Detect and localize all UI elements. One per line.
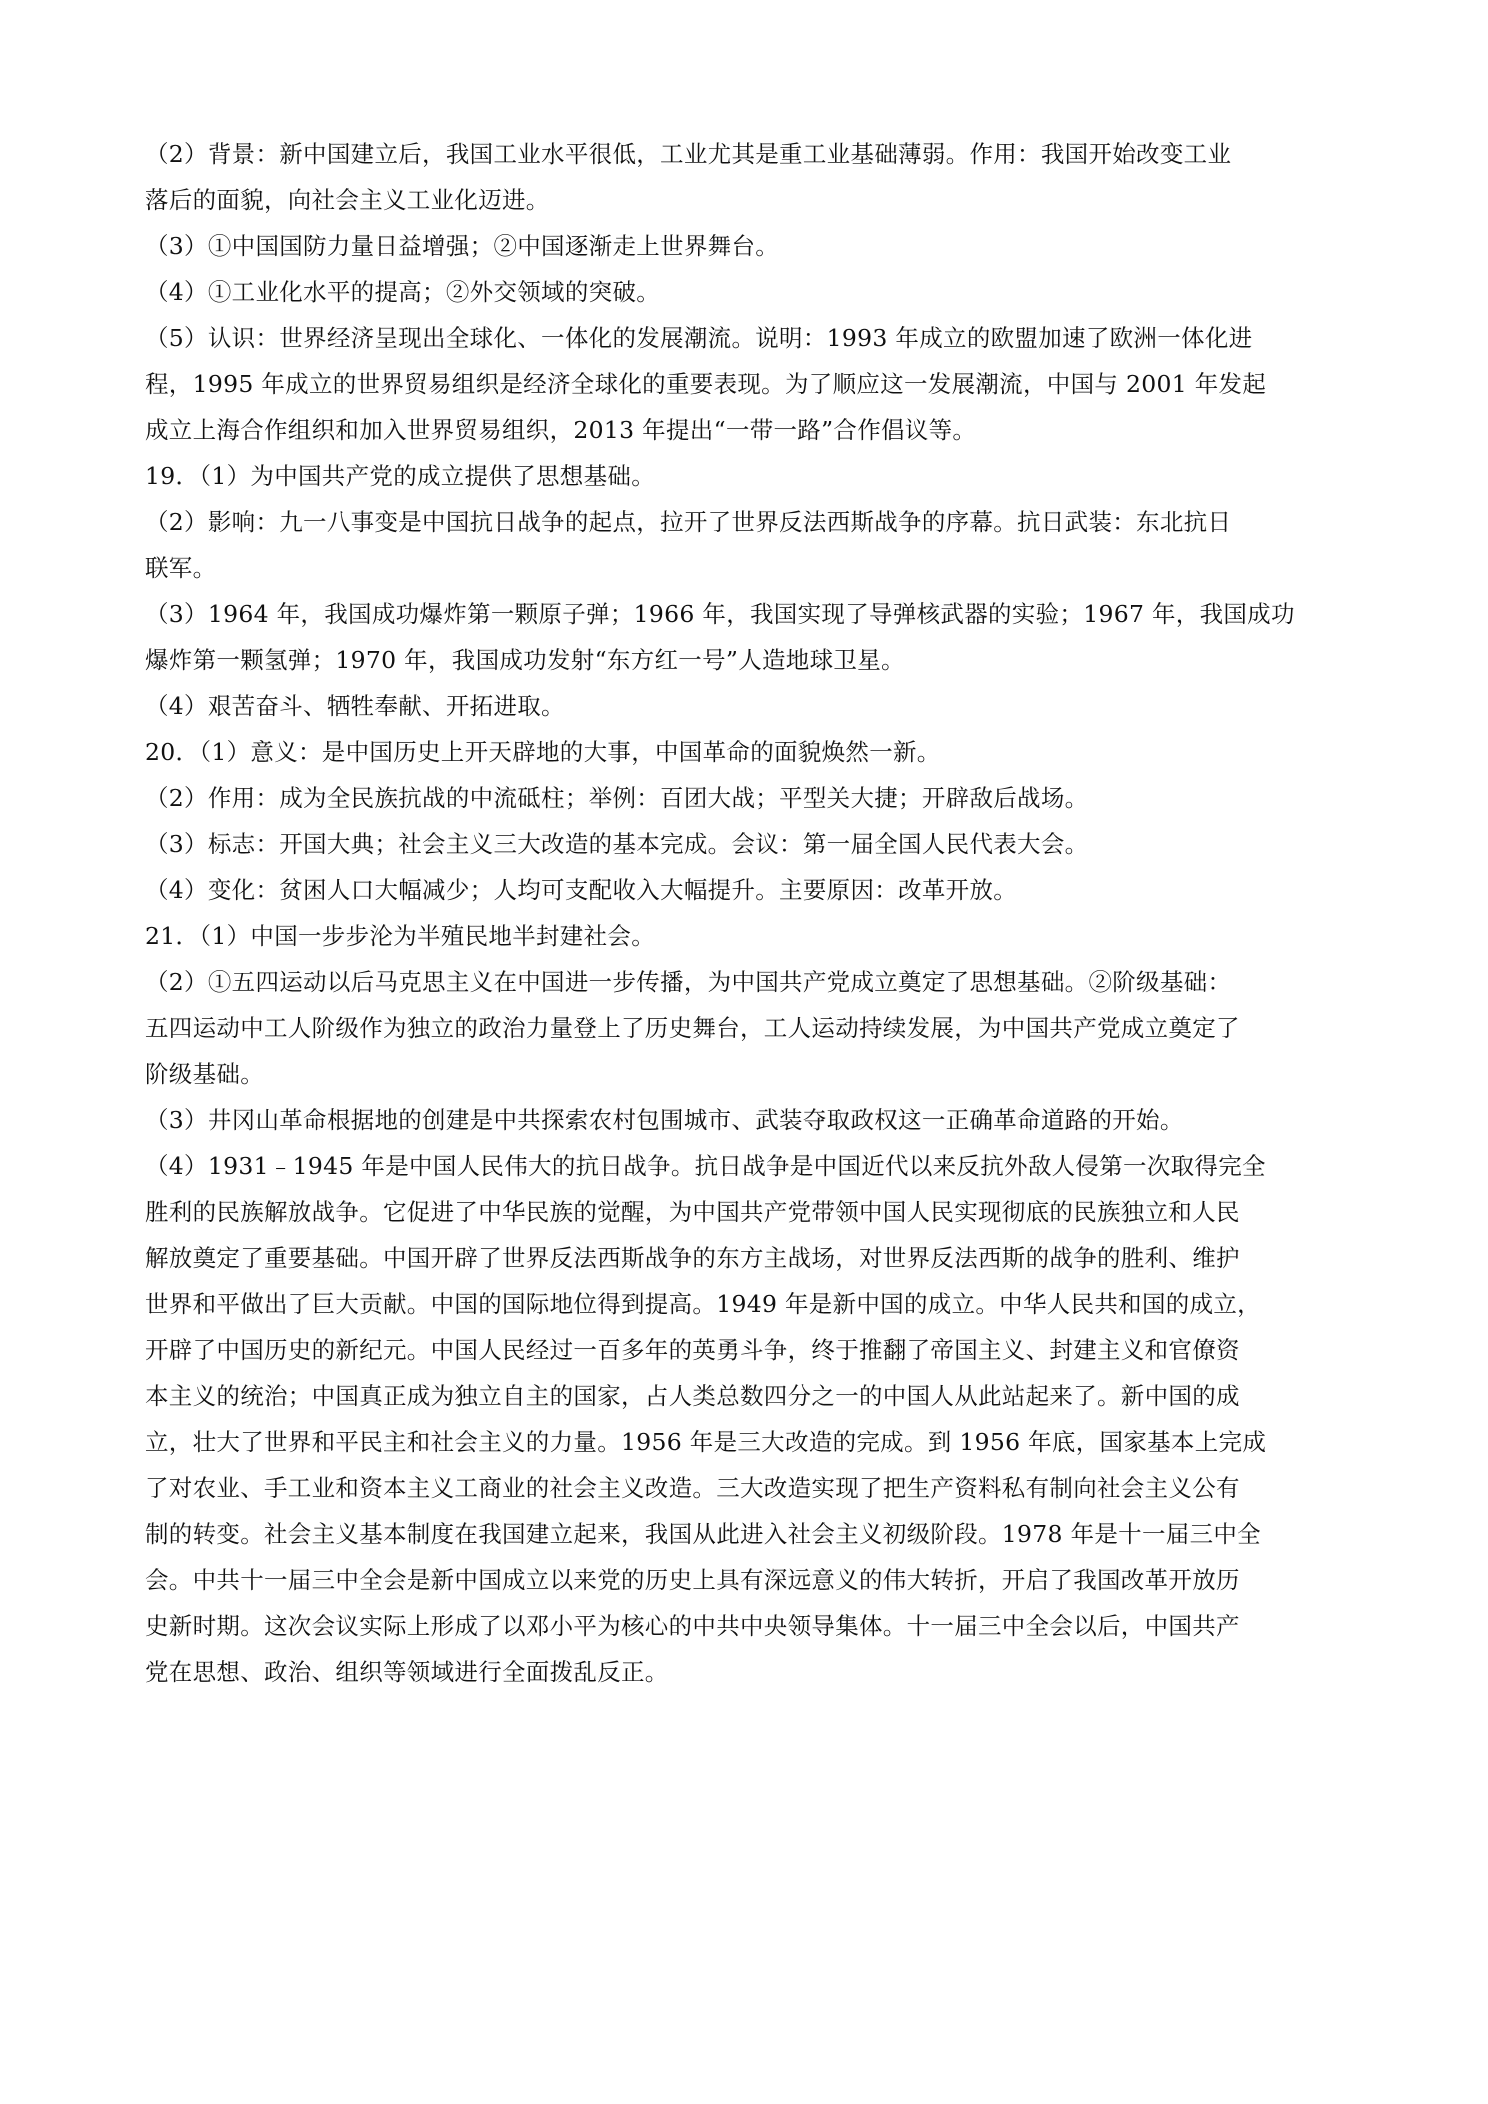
text-line: 联军。 [145,554,217,582]
text-line: 爆炸第一颗氢弹；1970 年，我国成功发射“东方红一号”人造地球卫星。 [145,646,905,674]
text-line: （4）艰苦奋斗、牺牲奉献、开拓进取。 [145,692,565,720]
question-19-line: 19．（1）为中国共产党的成立提供了思想基础。 [145,462,656,490]
text-line: 了对农业、手工业和资本主义工商业的社会主义改造。三大改造实现了把生产资料私有制向社会主义公有 [145,1474,1240,1502]
text-line: 立，壮大了世界和平民主和社会主义的力量。1956 年是三大改造的完成。到 1956 年底，国家基本上完成 [145,1428,1267,1456]
text-line: 五四运动中工人阶级作为独立的政治力量登上了历史舞台，工人运动持续发展，为中国共产党成立奠定了 [145,1014,1240,1042]
text-line: 本主义的统治；中国真正成为独立自主的国家，占人类总数四分之一的中国人从此站起来了。新中国的成 [145,1382,1240,1410]
text-line: （2）背景：新中国建立后，我国工业水平很低，工业尤其是重工业基础薄弱。作用：我国开始改变工业 [145,140,1232,168]
text-line: （3）标志：开国大典；社会主义三大改造的基本完成。会议：第一届全国人民代表大会。 [145,830,1089,858]
text-line: （5）认识：世界经济呈现出全球化、一体化的发展潮流。说明：1993 年成立的欧盟加速了欧洲一体化进 [145,324,1253,352]
text-line: （3）井冈山革命根据地的创建是中共探索农村包围城市、武装夺取政权这一正确革命道路的开始。 [145,1106,1184,1134]
text-line: 胜利的民族解放战争。它促进了中华民族的觉醒，为中国共产党带领中国人民实现彻底的民族独立和人民 [145,1198,1240,1226]
text-line: （4）变化：贫困人口大幅减少；人均可支配收入大幅提升。主要原因：改革开放。 [145,876,1018,904]
text-line: （3）1964 年，我国成功爆炸第一颗原子弹；1966 年，我国实现了导弹核武器的实验；1967 年，我国成功 [145,600,1295,628]
text-line: 开辟了中国历史的新纪元。中国人民经过一百多年的英勇斗争，终于推翻了帝国主义、封建主义和官僚资 [145,1336,1240,1364]
text-line: （2）①五四运动以后马克思主义在中国进一步传播，为中国共产党成立奠定了思想基础。②阶级基础： [145,968,1232,996]
text-line: （4）1931﹣1945 年是中国人民伟大的抗日战争。抗日战争是中国近代以来反抗外敌人侵第一次取得完全 [145,1152,1266,1180]
text-line: （4）①工业化水平的提高；②外交领域的突破。 [145,278,661,306]
text-line: 程，1995 年成立的世界贸易组织是经济全球化的重要表现。为了顺应这一发展潮流，中国与 2001 年发起 [145,370,1267,398]
text-line: 落后的面貌，向社会主义工业化迈进。 [145,186,550,214]
text-line: 会。中共十一届三中全会是新中国成立以来党的历史上具有深远意义的伟大转折，开启了我国改革开放历 [145,1566,1240,1594]
text-line: 成立上海合作组织和加入世界贸易组织，2013 年提出“一带一路”合作倡议等。 [145,416,977,444]
text-line: （3）①中国国防力量日益增强；②中国逐渐走上世界舞台。 [145,232,780,260]
text-line: 制的转变。社会主义基本制度在我国建立起来，我国从此进入社会主义初级阶段。1978 年是十一届三中全 [145,1520,1261,1548]
text-line: 阶级基础。 [145,1060,264,1088]
text-line: 解放奠定了重要基础。中国开辟了世界反法西斯战争的东方主战场，对世界反法西斯的战争的胜利、维护 [145,1244,1240,1272]
text-line: 世界和平做出了巨大贡献。中国的国际地位得到提高。1949 年是新中国的成立。中华人民共和国的成立， [145,1290,1261,1318]
text-line: （2）作用：成为全民族抗战的中流砥柱；举例：百团大战；平型关大捷；开辟敌后战场。 [145,784,1089,812]
answer-text-block [145,131,1345,1695]
question-21-line: 21．（1）中国一步步沦为半殖民地半封建社会。 [145,922,656,950]
text-line: （2）影响：九一八事变是中国抗日战争的起点，拉开了世界反法西斯战争的序幕。抗日武装：东北抗日 [145,508,1232,536]
question-20-line: 20．（1）意义：是中国历史上开天辟地的大事，中国革命的面貌焕然一新。 [145,738,941,766]
text-line: 史新时期。这次会议实际上形成了以邓小平为核心的中共中央领导集体。十一届三中全会以后，中国共产 [145,1612,1240,1640]
text-line: 党在思想、政治、组织等领域进行全面拨乱反正。 [145,1658,669,1686]
